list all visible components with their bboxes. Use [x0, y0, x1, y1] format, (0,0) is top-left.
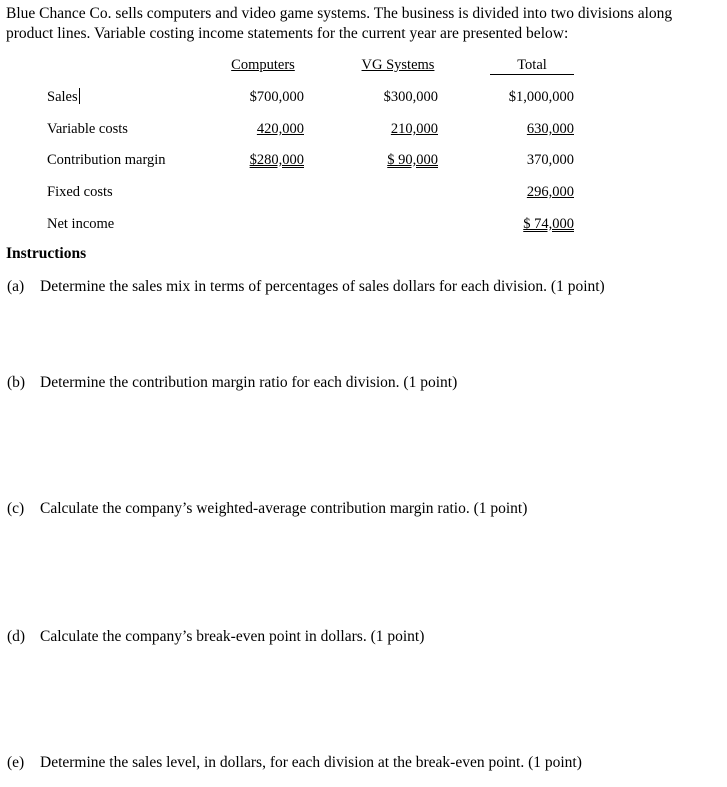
question-d [7, 627, 424, 647]
sales-vg: $300,000 [383, 89, 438, 105]
row-label-net-income: Net income [47, 216, 115, 232]
question-letter: (b) [7, 374, 26, 391]
row-label-sales[interactable]: Sales [47, 89, 78, 105]
question-text: Determine the sales mix in terms of percentages of sales dollars for each division. (1 point) [40, 278, 605, 295]
fixed-costs-total: 296,000 [526, 184, 574, 200]
question-text: Determine the sales level, in dollars, for each division at the break-even point. (1 point) [40, 754, 582, 771]
header-vg-systems: VG Systems [361, 57, 435, 73]
contribution-margin-vg: $ 90,000 [387, 152, 438, 168]
question-text: Calculate the company’s weighted-average contribution margin ratio. (1 point) [40, 500, 528, 517]
question-e [7, 753, 582, 773]
question-letter: (c) [7, 500, 25, 517]
sales-computers: $700,000 [249, 89, 304, 105]
question-a [7, 277, 605, 297]
net-income-total: $ 74,000 [523, 216, 574, 232]
row-label-contribution-margin: Contribution margin [47, 152, 166, 168]
variable-costs-computers: 420,000 [256, 121, 304, 137]
row-label-fixed-costs: Fixed costs [47, 184, 113, 200]
contribution-margin-computers: $280,000 [249, 152, 304, 168]
header-total: Total [490, 56, 574, 75]
question-c [7, 499, 527, 519]
sales-total: $1,000,000 [508, 89, 574, 105]
intro-paragraph: Blue Chance Co. sells computers and video game systems. The business is divided into two divisions along product lines. Variable costing income statements for the current year are presented below: [6, 5, 673, 42]
question-letter: (d) [7, 628, 26, 645]
question-letter: (a) [7, 278, 25, 295]
instructions-heading: Instructions [6, 245, 87, 262]
question-text: Determine the contribution margin ratio for each division. (1 point) [40, 374, 458, 391]
question-text: Calculate the company’s break-even point in dollars. (1 point) [40, 628, 425, 645]
header-computers: Computers [231, 57, 295, 73]
question-b [7, 373, 457, 393]
text-cursor [79, 88, 80, 104]
question-letter: (e) [7, 754, 25, 771]
contribution-margin-total: 370,000 [526, 152, 574, 168]
variable-costs-vg: 210,000 [390, 121, 438, 137]
row-label-variable-costs: Variable costs [47, 121, 128, 137]
variable-costs-total: 630,000 [526, 121, 574, 137]
